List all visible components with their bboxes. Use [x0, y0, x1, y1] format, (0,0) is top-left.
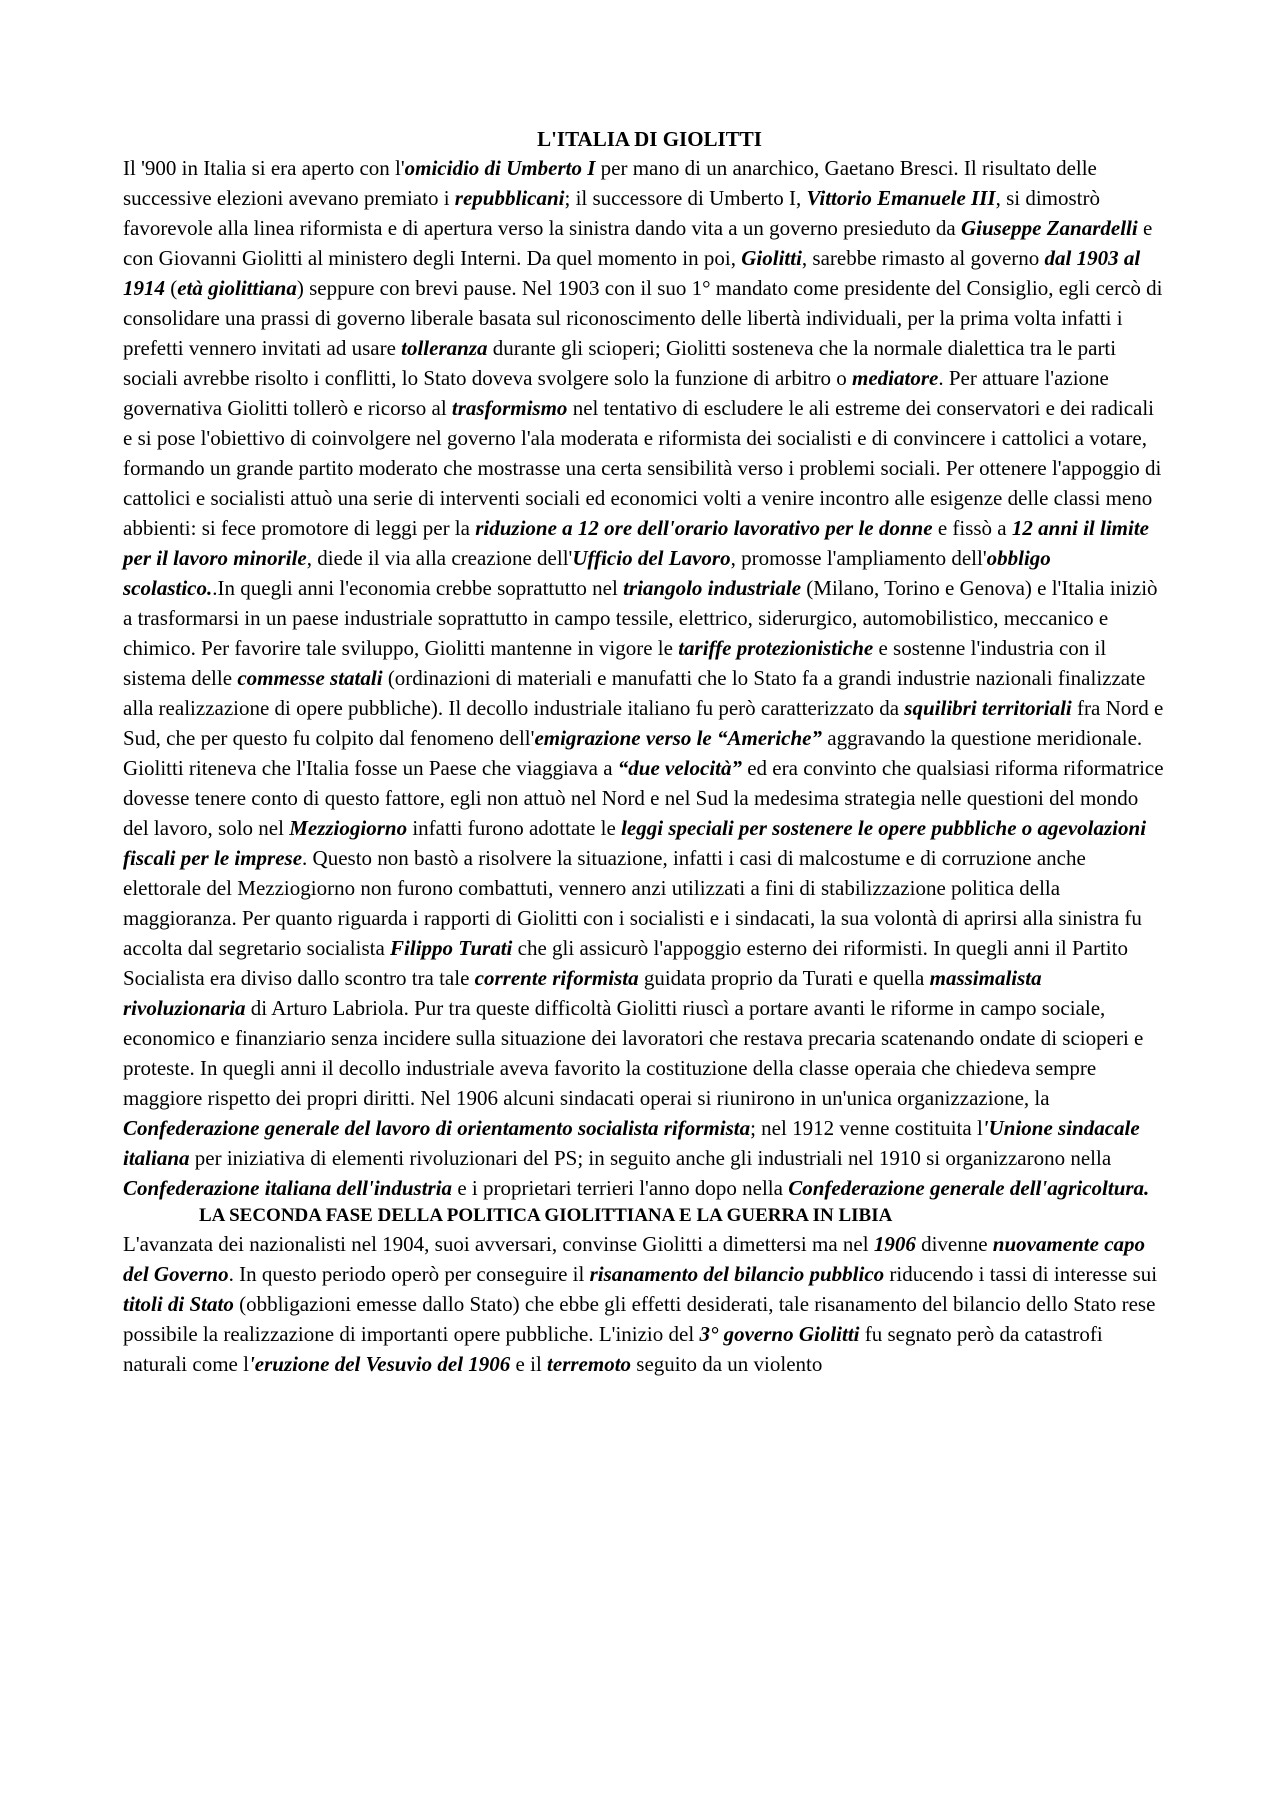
text-run: , promosse l'ampliamento dell'	[730, 546, 987, 570]
emphasized-term: dal 1903 al 1914	[123, 246, 1141, 300]
emphasized-term: massimalista rivoluzionaria	[123, 966, 1042, 1020]
text-run: , diede il via alla creazione dell'	[306, 546, 573, 570]
document-page	[123, 125, 1168, 1379]
text-run: fu segnato però da catastrofi naturali come l	[123, 1322, 1103, 1376]
text-run: (ordinazioni di materiali e manufatti che lo Stato fa a grandi industrie nazionali finalizzate alla realizzazione di opere pubbliche). Il decollo industriale italiano fu però caratterizzato da	[123, 666, 1146, 720]
text-run: di Arturo Labriola. Pur tra queste difficoltà Giolitti riuscì a portare avanti le riforme in campo sociale, economico e finanziario senza incidere sulla situazione dei lavoratori che restava precaria scatenando ondate di scioperi e proteste. In quegli anni il decollo industriale aveva favorito la costituzione della classe operaia che chiedeva sempre maggiore rispetto dei propri diritti. Nel 1906 alcuni sindacati operai si riunirono in un'unica organizzazione, la	[123, 996, 1144, 1110]
text-run: per iniziativa di elementi rivoluzionari del PS; in seguito anche gli industriali nel 1910 si organizzarono nella	[189, 1146, 1112, 1170]
paragraph-section-1	[123, 153, 1168, 1203]
emphasized-term: risanamento del bilancio pubblico	[589, 1262, 885, 1286]
text-run: aggravando la questione meridionale. Giolitti riteneva che l'Italia fosse un Paese che viaggiava a	[123, 726, 1143, 780]
emphasized-term: “due velocità”	[617, 756, 742, 780]
text-run: L'avanzata dei nazionalisti nel 1904, suoi avversari, convinse Giolitti a dimettersi ma nel	[123, 1232, 874, 1256]
section-subtitle: LA SECONDA FASE DELLA POLITICA GIOLITTIANA E LA GUERRA IN LIBIA	[199, 1205, 893, 1226]
emphasized-term: Mezziogiorno	[289, 816, 408, 840]
text-run: e con Giovanni Giolitti al ministero degli Interni. Da quel momento in poi,	[123, 216, 1153, 270]
text-run: infatti furono adottate le	[407, 816, 622, 840]
emphasized-term: tariffe protezionistiche	[678, 636, 874, 660]
text-run: .In quegli anni l'economia crebbe soprattutto nel	[212, 576, 624, 600]
emphasized-term: 12 anni il limite per il lavoro minorile	[123, 516, 1149, 570]
text-run: , sarebbe rimasto al governo	[801, 246, 1045, 270]
emphasized-term: nuovamente capo del Governo	[123, 1232, 1146, 1286]
text-run: riducendo i tassi di interesse sui	[884, 1262, 1158, 1286]
emphasized-term: 'eruzione del Vesuvio del 1906	[248, 1352, 511, 1376]
text-run: che gli assicurò l'appoggio esterno dei riformisti. In quegli anni il Partito Socialista era diviso dallo scontro tra tale	[123, 936, 1128, 990]
emphasized-term: Confederazione italiana dell'industria	[123, 1176, 453, 1200]
emphasized-term: leggi speciali per sostenere le opere pubbliche o agevolazioni fiscali per le imprese	[123, 816, 1147, 870]
emphasized-term: corrente riformista	[474, 966, 639, 990]
text-run: seguito da un violento	[631, 1352, 823, 1376]
document-title: L'ITALIA DI GIOLITTI	[537, 127, 762, 151]
emphasized-term: mediatore	[852, 366, 939, 390]
text-run: (obbligazioni emesse dallo Stato) che ebbe gli effetti desiderati, tale risanamento del bilancio dello Stato rese possibile la realizzazione di importanti opere pubbliche. L'inizio del	[123, 1292, 1156, 1346]
emphasized-term: Confederazione generale dell'agricoltura.	[788, 1176, 1150, 1200]
emphasized-term: 'Unione sindacale italiana	[123, 1116, 1140, 1170]
text-run: e il	[510, 1352, 548, 1376]
emphasized-term: 3° governo Giolitti	[699, 1322, 860, 1346]
text-run: e fissò a	[932, 516, 1012, 540]
text-run: Il '900 in Italia si era aperto con l'	[123, 156, 405, 180]
emphasized-term: omicidio di Umberto I	[404, 156, 596, 180]
emphasized-term: Giolitti	[741, 246, 802, 270]
text-run: , si dimostrò favorevole alla linea riformista e di apertura verso la sinistra dando vita a un governo presieduto da	[123, 186, 1101, 240]
emphasized-term: emigrazione verso le “Americhe”	[534, 726, 822, 750]
emphasized-term: Confederazione generale del lavoro di orientamento socialista riformista	[123, 1116, 751, 1140]
emphasized-term: repubblicani	[454, 186, 565, 210]
text-run: e i proprietari terrieri l'anno dopo nella	[452, 1176, 789, 1200]
text-run: e sostenne l'industria con il sistema delle	[123, 636, 1107, 690]
text-run: ) seppure con brevi pause. Nel 1903 con il suo 1° mandato come presidente del Consiglio, egli cercò di consolidare una prassi di governo liberale basata sul riconoscimento delle libertà individuali, per la prima volta infatti i prefetti vennero invitati ad usare	[123, 276, 1163, 360]
text-run: . Per attuare l'azione governativa Giolitti tollerò e ricorso al	[123, 366, 1109, 420]
text-run: divenne	[915, 1232, 993, 1256]
emphasized-term: titoli di Stato	[123, 1292, 234, 1316]
emphasized-term: trasformismo	[451, 396, 568, 420]
text-run: fra Nord e Sud, che per questo fu colpito dal fenomeno dell'	[123, 696, 1164, 750]
text-run: nel tentativo di escludere le ali estreme dei conservatori e dei radicali e si pose l'obiettivo di coinvolgere nel governo l'ala moderata e riformista dei socialisti e di convincere i cattolici a votare, formando un grande partito moderato che mostrasse una certa sensibilità verso i problemi sociali. Per ottenere l'appoggio di cattolici e socialisti attuò una serie di interventi sociali ed economici volti a venire incontro alle esigenze delle classi meno abbienti: si fece promotore di leggi per la	[123, 396, 1162, 540]
text-run: . Questo non bastò a risolvere la situazione, infatti i casi di malcostume e di corruzione anche elettorale del Mezziogiorno non furono combattuti, vennero anzi utilizzati a fini di stabilizzazione politica della maggioranza. Per quanto riguarda i rapporti di Giolitti con i socialisti e i sindacati, la sua volontà di aprirsi alla sinistra fu accolta dal segretario socialista	[123, 846, 1142, 960]
text-run: . In questo periodo operò per conseguire il	[228, 1262, 590, 1286]
text-run: durante gli scioperi; Giolitti sosteneva che la normale dialettica tra le parti sociali avrebbe risolto i conflitti, lo Stato doveva svolgere solo la funzione di arbitro o	[123, 336, 1117, 390]
emphasized-term: Giuseppe Zanardelli	[960, 216, 1138, 240]
text-run: ed era convinto che qualsiasi riforma riformatrice dovesse tenere conto di questo fattore, egli non attuò nel Nord e nel Sud la medesima strategia nelle questioni del mondo del lavoro, solo nel	[123, 756, 1164, 840]
emphasized-term: obbligo scolastico.	[123, 546, 1051, 600]
emphasized-term: tolleranza	[401, 336, 488, 360]
emphasized-term: Vittorio Emanuele III	[806, 186, 996, 210]
text-run: ; nel 1912 venne costituita l	[750, 1116, 983, 1140]
emphasized-term: Ufficio del Lavoro	[572, 546, 731, 570]
emphasized-term: triangolo industriale	[623, 576, 802, 600]
emphasized-term: Filippo Turati	[390, 936, 513, 960]
text-run: (Milano, Torino e Genova) e l'Italia iniziò a trasformarsi in un paese industriale soprattutto in campo tessile, elettrico, siderurgico, automobilistico, meccanico e chimico. Per favorire tale sviluppo, Giolitti mantenne in vigore le	[123, 576, 1158, 660]
text-run: guidata proprio da Turati e quella	[638, 966, 930, 990]
text-run: per mano di un anarchico, Gaetano Bresci. Il risultato delle successive elezioni avevano premiato i	[123, 156, 1097, 210]
text-run: ; il successore di Umberto I,	[564, 186, 807, 210]
paragraph-section-2	[123, 1229, 1168, 1379]
emphasized-term: terremoto	[547, 1352, 632, 1376]
emphasized-term: riduzione a 12 ore dell'orario lavorativo per le donne	[475, 516, 933, 540]
emphasized-term: commesse statali	[237, 666, 383, 690]
emphasized-term: squilibri territoriali	[904, 696, 1072, 720]
emphasized-term: 1906	[873, 1232, 916, 1256]
text-run: (	[165, 276, 178, 300]
emphasized-term: età giolittiana	[177, 276, 297, 300]
